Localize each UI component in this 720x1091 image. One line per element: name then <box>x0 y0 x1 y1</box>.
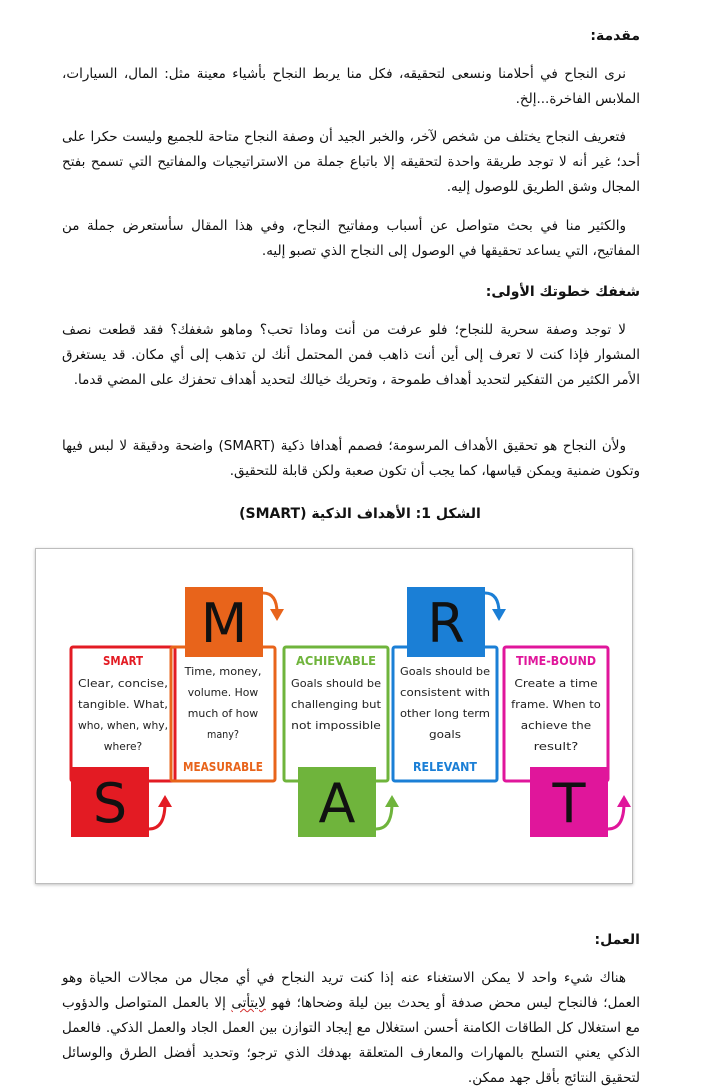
column-line-0-3: where? <box>103 740 143 753</box>
arrow-head-1 <box>270 609 284 621</box>
intro-paragraph-2: فتعريف النجاح يختلف من شخص لآخر، والخبر الجيد أن وصفة النجاح متاحة للجميع وليست حكرا على أحد؛ غير أنه لا توجد طريقة واحدة لتحقيقه إلا باتباع جملة من الاستراتيجيات والمفاتيح التي تسمح بفتح المجال وشق الطريق للوصول إليه. <box>62 129 640 195</box>
arrow-head-0 <box>158 795 172 807</box>
letter-3: R <box>427 592 465 655</box>
passion-heading: شغفك خطوتك الأولى: <box>485 284 640 300</box>
letter-4: T <box>552 772 586 835</box>
column-line-3-3: goals <box>429 728 462 741</box>
column-line-0-2: who, when, why, <box>78 719 168 732</box>
arrow-head-3 <box>492 609 506 621</box>
letter-2: A <box>318 772 356 835</box>
smart-figure <box>35 548 633 884</box>
intro-paragraph-1: نرى النجاح في أحلامنا ونسعى لتحقيقه، فكل منا يربط النجاح بأشياء معينة مثل: المال، السيارات، الملابس الفاخرة...إلخ. <box>62 66 640 107</box>
column-line-4-3: result? <box>533 740 579 753</box>
column-title-0: SMART <box>103 654 144 668</box>
column-line-1-0: Time, money, <box>183 665 262 678</box>
column-line-1-2: much of how <box>187 707 259 720</box>
work-heading: العمل: <box>594 932 640 948</box>
intro-paragraph-3: والكثير منا في بحث متواصل عن أسباب ومفاتيح النجاح، وفي هذا المقال سأستعرض جملة من المفاتيح، التي يساعد تحقيقها في الوصول إلى النجاح الذي تصبو إليه. <box>62 218 640 259</box>
letter-1: M <box>200 592 248 655</box>
column-line-4-0: Create a time <box>514 677 598 690</box>
column-line-0-0: Clear, concise, <box>78 677 168 690</box>
column-line-1-3: many? <box>207 728 240 741</box>
work-paragraph-1 <box>62 966 640 1091</box>
arrow-head-4 <box>617 795 631 807</box>
arrow-head-2 <box>385 795 399 807</box>
column-line-3-1: consistent with <box>400 686 491 699</box>
column-line-2-2: not impossible <box>291 719 382 732</box>
letter-0: S <box>92 772 128 835</box>
column-line-0-1: tangible. What, <box>78 698 168 711</box>
column-line-2-1: challenging but <box>291 698 382 711</box>
column-bottom-3: RELEVANT <box>413 760 478 774</box>
work-paragraph-1-part-a: هناك شيء واحد لا يمكن الاستغناء عنه إذا كنت تريد النجاح في أي مجال من مجالات الحياة وهو العمل؛ فالنجاح ليس محض صدفة أو يحدث بين ليلة وضحاها؛ فهو <box>62 970 640 1011</box>
column-line-3-0: Goals should be <box>400 665 491 678</box>
spellcheck-word: لايتأتى <box>231 995 266 1011</box>
intro-heading: مقدمة: <box>590 28 640 44</box>
column-line-4-2: achieve the <box>520 719 592 732</box>
column-title-2: ACHIEVABLE <box>296 654 376 668</box>
column-line-3-2: other long term <box>400 707 490 720</box>
column-line-1-1: volume. How <box>187 686 259 699</box>
column-title-4: TIME-BOUND <box>516 654 597 668</box>
column-line-4-1: frame. When to <box>511 698 602 711</box>
work-paragraph-1-part-b: إلا بالعمل المتواصل والدؤوب مع استغلال كل الطاقات الكامنة أحسن استغلال مع إيجاد التوازن بين العمل الجاد والعمل الذكي. فالعمل الذكي يعني التسلح بالمهارات والمعارف المتعلقة بهدفك الذي ترجو؛ وتحديد أفضل الطرق والوسائل لتحقيق النتائج بأقل جهد ممكن. <box>62 995 640 1086</box>
passion-paragraph-2: ولأن النجاح هو تحقيق الأهداف المرسومة؛ فصمم أهدافا ذكية (SMART) واضحة ودقيقة لا لبس فيها وتكون ضمنية ويمكن قياسها، كما يجب أن تكون صعبة ولكن قابلة للتحقيق. <box>62 438 640 479</box>
column-line-2-0: Goals should be <box>291 677 382 690</box>
smart-diagram <box>36 549 632 883</box>
passion-paragraph-1: لا توجد وصفة سحرية للنجاح؛ فلو عرفت من أنت وماذا تحب؟ وماهو شغفك؟ فقد قطعت نصف المشوار فإذا كنت لا تعرف إلى أين أنت ذاهب فمن المحتمل أنك لن تذهب إلى أي مكان. قد يستغرق الأمر الكثير من التفكير لتحديد أهداف طموحة ، وتحريك خيالك لتحديد أهداف تحفزك على المضي قدما. <box>62 322 640 388</box>
column-bottom-1: MEASURABLE <box>183 760 263 774</box>
figure-caption: الشكل 1: الأهداف الذكية (SMART) <box>239 506 481 522</box>
